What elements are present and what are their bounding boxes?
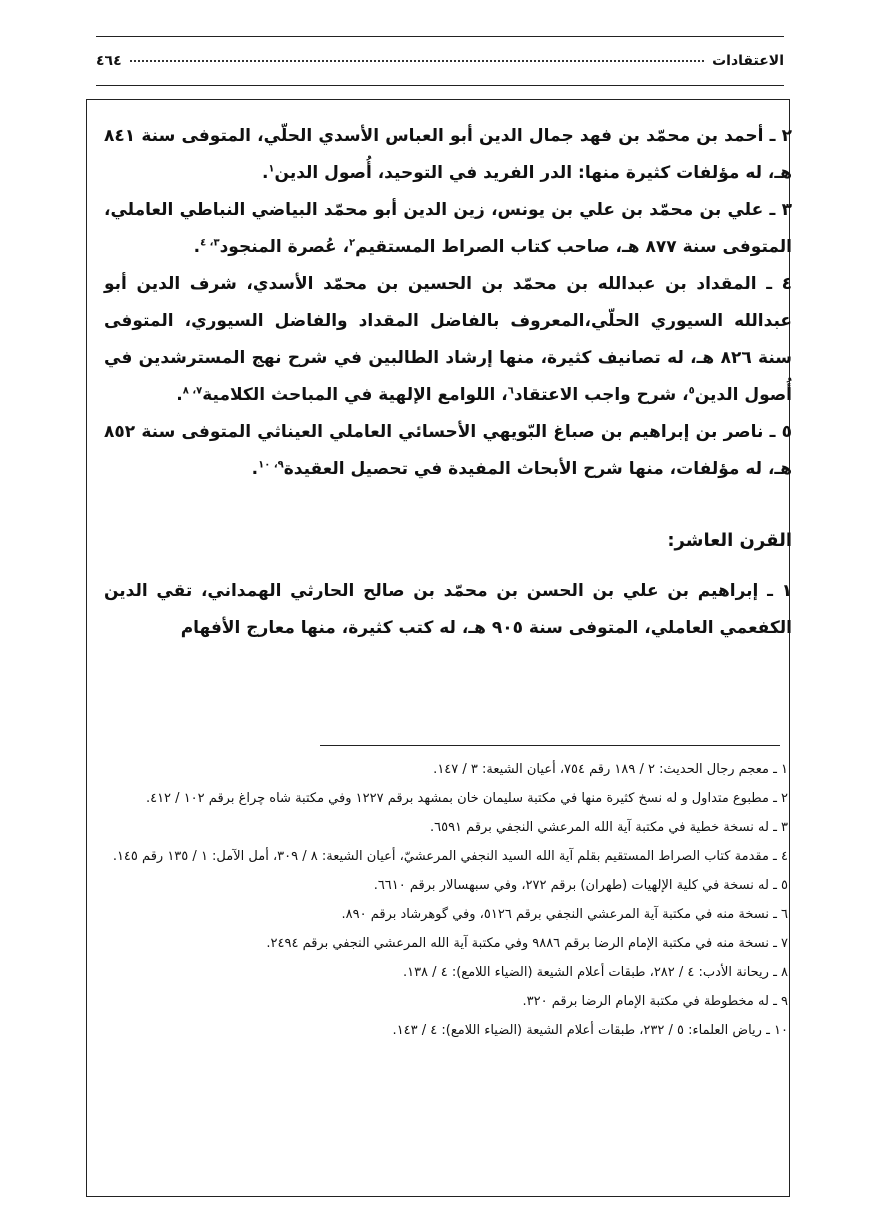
footnote-ref: ٥ [688, 385, 695, 397]
entry-nasir-buwayhi: ٥ ـ ناصر بن إبراهيم بن صباغ البّويهي الأحسائي العاملي العيناثي المتوفى سنة ٨٥٢ هـ، له مؤلفات، منها شرح الأبحاث المفيدة في تحصيل العقيدة$^{٩، ١٠}$. [104, 422, 792, 479]
footnote-item: ١٠ ـ رياض العلماء: ٥ / ٢٣٢، طبقات أعلام الشيعة (الضياء اللامع): ٤ / ١٤٣. [392, 1023, 788, 1038]
footnote-item: ٣ ـ له نسخة خطية في مكتبة آية الله المرعشي النجفي برقم ٦٥٩١. [429, 820, 788, 835]
footnote-ref: ١ [268, 163, 275, 175]
page-number: ٤٦٤ [96, 53, 122, 69]
page-header [96, 36, 784, 86]
header-dot-leader [130, 60, 704, 62]
footnote-item: ٨ ـ ريحانة الأدب: ٤ / ٢٨٢، طبقات أعلام الشيعة (الضياء اللامع): ٤ / ١٣٨. [402, 965, 788, 980]
entry-ibrahim-kafami: ١ ـ إبراهيم بن علي بن الحسن بن محمّد بن صالح الحارثي الهمداني، تقي الدين الكفعمي العاملي، المتوفى سنة ٩٠٥ هـ، له كتب كثيرة، منها معارج الأفهام [104, 581, 792, 638]
footnote-ref: ٣، ٤ [200, 237, 220, 249]
footnote-ref: ٧، ٨ [182, 385, 203, 397]
footnote-item: ٦ ـ نسخة منه في مكتبة آية المرعشي النجفي برقم ٥١٢٦، وفي گوهرشاد برقم ٨٩٠. [341, 907, 788, 922]
entry-miqdad-suyuri: ٤ ـ المقداد بن عبدالله بن محمّد بن الحسين بن محمّد الأسدي، شرف الدين أبو عبدالله السيوري الحلّي،المعروف بالفاضل المقداد والفاضل السيوري، المتوفى سنة ٨٢٦ هـ، له تصانيف كثيرة، منها إرشاد الطالبين في شرح نهج المسترشدين في أُصول الدين$^٥$، شرح واجب الاعتقاد$^٦$، اللوامع الإلهية في المباحث الكلامية$^{٧، ٨}$. [104, 274, 792, 405]
footnotes [104, 755, 788, 1045]
running-section-title: الاعتقادات [712, 53, 784, 69]
footnote-ref: ٩، ١٠ [258, 459, 284, 471]
footnote-item: ٧ ـ نسخة منه في مكتبة الإمام الرضا برقم ٩٨٨٦ وفي مكتبة آية الله المرعشي النجفي برقم ٢٤٩٤. [266, 936, 788, 951]
entry-ali-bayadi: ٣ ـ علي بن محمّد بن علي بن يونس، زين الدين أبو محمّد البياضي النباطي العاملي، المتوفى سنة ٨٧٧ هـ، صاحب كتاب الصراط المستقيم$^٢$، عُصرة المنجود$^{٣، ٤}$. [104, 200, 792, 257]
footnote-ref: ٦ [507, 385, 514, 397]
footnote-item: ٩ ـ له مخطوطة في مكتبة الإمام الرضا برقم ٣٢٠. [522, 994, 788, 1009]
footnote-item: ٤ ـ مقدمة كتاب الصراط المستقيم بقلم آية الله السيد النجفي المرعشيّ، أعيان الشيعة: ٨ / ٣٠٩، أمل الآمل: ١ / ١٣٥ رقم ١٤٥. [112, 849, 788, 864]
entry-ahmad-ibn-fahd: ٢ ـ أحمد بن محمّد بن فهد جمال الدين أبو العباس الأسدي الحلّي، المتوفى سنة ٨٤١ هـ، له مؤلفات كثيرة منها: الدر الفريد في التوحيد، أُصول الدين$^١$. [104, 126, 792, 183]
section-heading-tenth-century: القرن العاشر: [667, 530, 792, 551]
footnote-ref: ٢ [349, 237, 356, 249]
footnote-item: ٢ ـ مطبوع متداول و له نسخ كثيرة منها في مكتبة سليمان خان بمشهد برقم ١٢٢٧ وفي مكتبة شاه چراغ برقم ١٠٢ / ٤١٢. [145, 791, 788, 806]
footnote-item: ١ ـ معجم رجال الحديث: ٢ / ١٨٩ رقم ٧٥٤، أعيان الشيعة: ٣ / ١٤٧. [433, 762, 788, 777]
footnote-item: ٥ ـ له نسخة في كلية الإلهيات (طهران) برقم ٢٧٢، وفي سبهسالار برقم ٦٦١٠. [373, 878, 788, 893]
main-text [104, 118, 792, 647]
footnote-divider [320, 745, 780, 746]
